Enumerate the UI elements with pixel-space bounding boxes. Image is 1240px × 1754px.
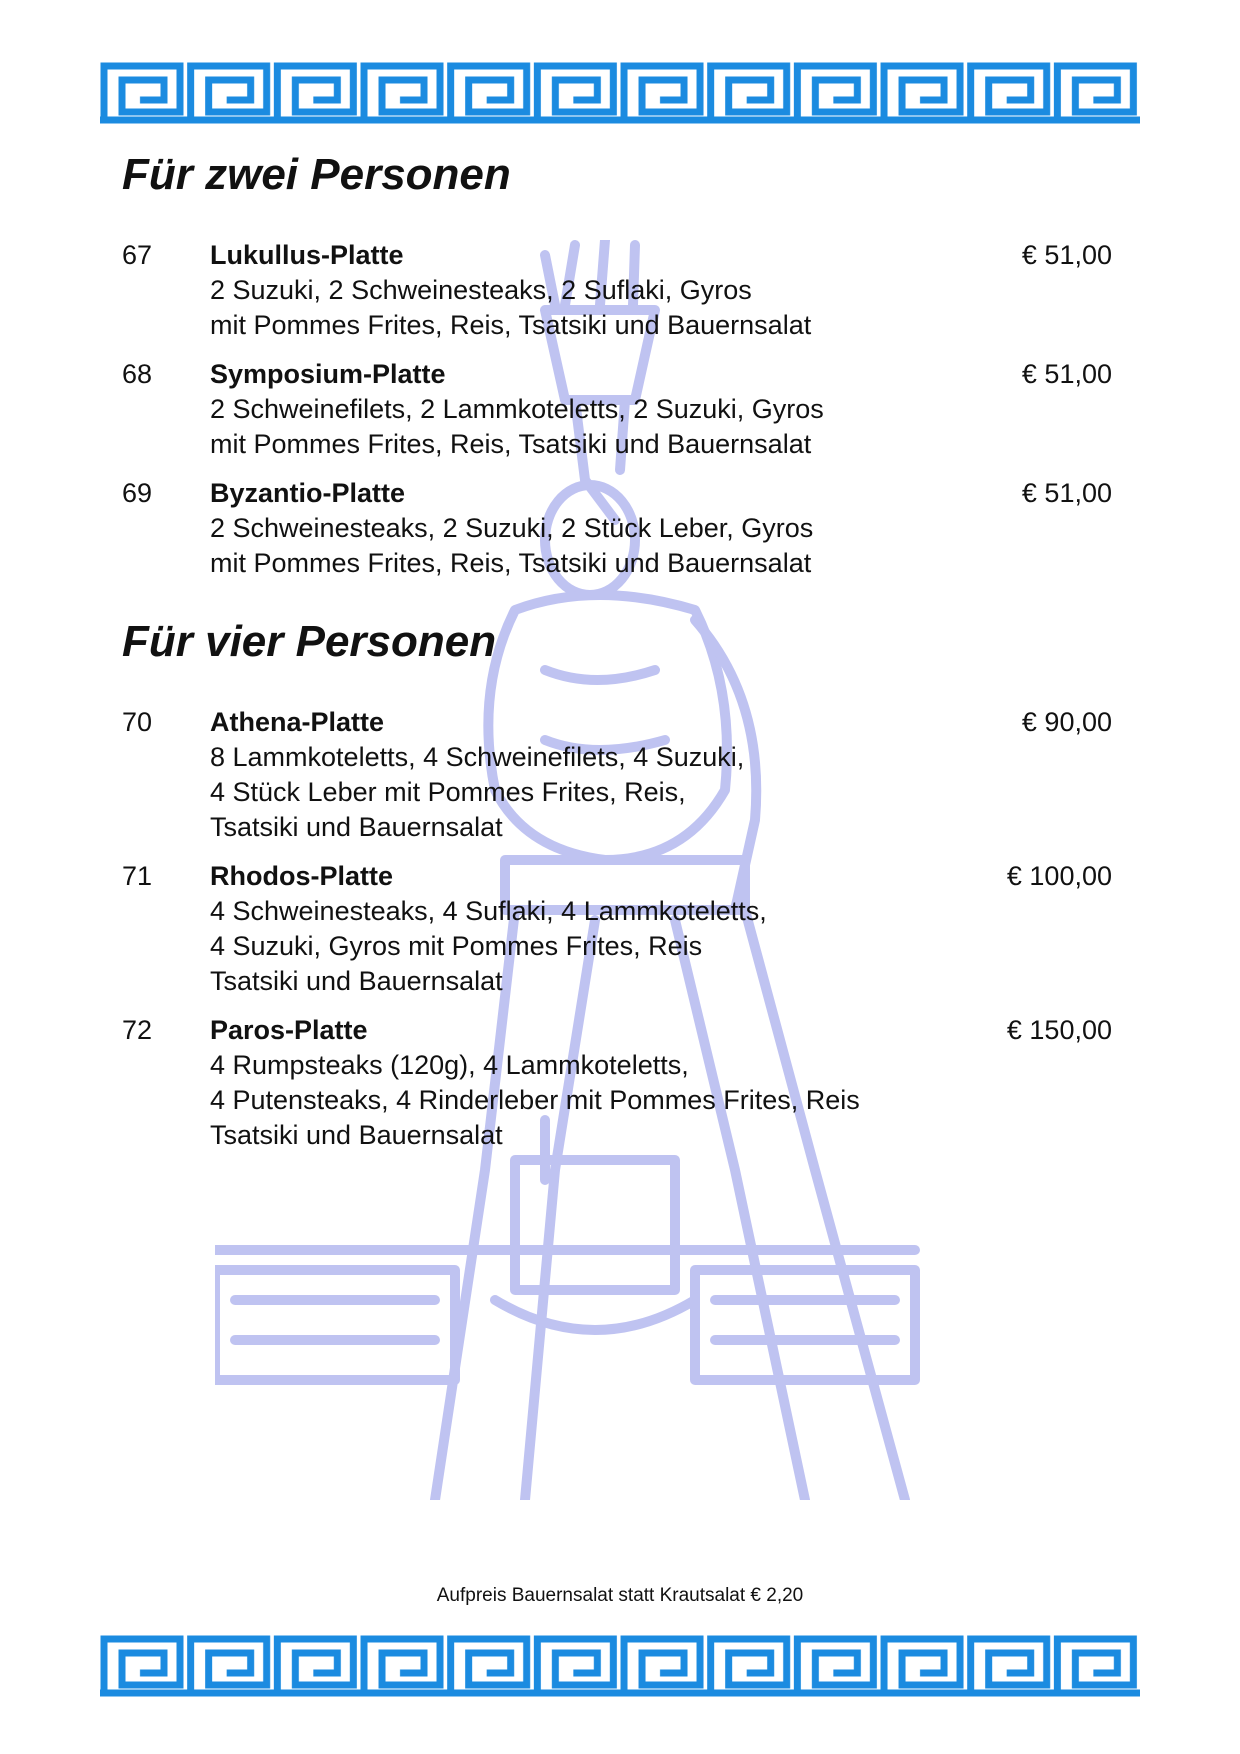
item-number: 69 (122, 478, 153, 508)
item-price: € 100,00 (1006, 861, 1112, 891)
description-line: Tsatsiki und Bauernsalat (210, 812, 503, 842)
item-number: 68 (122, 359, 153, 389)
item-description (210, 1048, 860, 1153)
description-line: mit Pommes Frites, Reis, Tsatsiki und Bauernsalat (210, 429, 812, 459)
surcharge-footnote: Aufpreis Bauernsalat statt Krautsalat € 2,20 (436, 1585, 804, 1606)
item-description (210, 511, 813, 581)
item-number: 72 (122, 1015, 153, 1045)
description-line: 2 Schweinesteaks, 2 Suzuki, 2 Stück Leber, Gyros (210, 513, 814, 543)
description-line: 4 Suzuki, Gyros mit Pommes Frites, Reis (210, 931, 703, 961)
description-line: Tsatsiki und Bauernsalat (210, 1120, 503, 1150)
description-line: 4 Schweinesteaks, 4 Suflaki, 4 Lammkoteletts, (210, 896, 767, 926)
item-number: 67 (122, 240, 153, 270)
item-name: Paros-Platte (210, 1015, 368, 1045)
item-description (210, 392, 824, 462)
description-line: 2 Suzuki, 2 Schweinesteaks, 2 Suflaki, Gyros (210, 275, 752, 305)
item-name: Symposium-Platte (210, 359, 446, 389)
description-line: mit Pommes Frites, Reis, Tsatsiki und Bauernsalat (210, 548, 812, 578)
description-line: Tsatsiki und Bauernsalat (210, 966, 503, 996)
description-line: 4 Rumpsteaks (120g), 4 Lammkoteletts, (210, 1050, 689, 1080)
item-number: 70 (122, 707, 153, 737)
description-line: 8 Lammkoteletts, 4 Schweinefilets, 4 Suzuki, (210, 742, 745, 772)
item-name: Rhodos-Platte (210, 861, 394, 891)
item-description (210, 740, 744, 845)
item-name: Athena-Platte (210, 707, 385, 737)
item-price: € 51,00 (1021, 240, 1112, 270)
item-price: € 51,00 (1021, 478, 1112, 508)
section-title-two-persons: Für zwei Personen (122, 150, 511, 199)
greek-key-border-top (100, 60, 1140, 124)
item-description (210, 273, 811, 343)
description-line: 2 Schweinefilets, 2 Lammkoteletts, 2 Suzuki, Gyros (210, 394, 824, 424)
item-price: € 150,00 (1006, 1015, 1112, 1045)
item-name: Lukullus-Platte (210, 240, 404, 270)
item-number: 71 (122, 861, 153, 891)
description-line: mit Pommes Frites, Reis, Tsatsiki und Bauernsalat (210, 310, 812, 340)
item-name: Byzantio-Platte (210, 478, 406, 508)
item-price: € 51,00 (1021, 359, 1112, 389)
description-line: 4 Stück Leber mit Pommes Frites, Reis, (210, 777, 686, 807)
greek-key-border-bottom (100, 1633, 1140, 1697)
description-line: 4 Putensteaks, 4 Rinderleber mit Pommes Frites, Reis (210, 1085, 860, 1115)
item-description (210, 894, 767, 999)
section-title-four-persons: Für vier Personen (122, 617, 497, 666)
item-price: € 90,00 (1021, 707, 1112, 737)
